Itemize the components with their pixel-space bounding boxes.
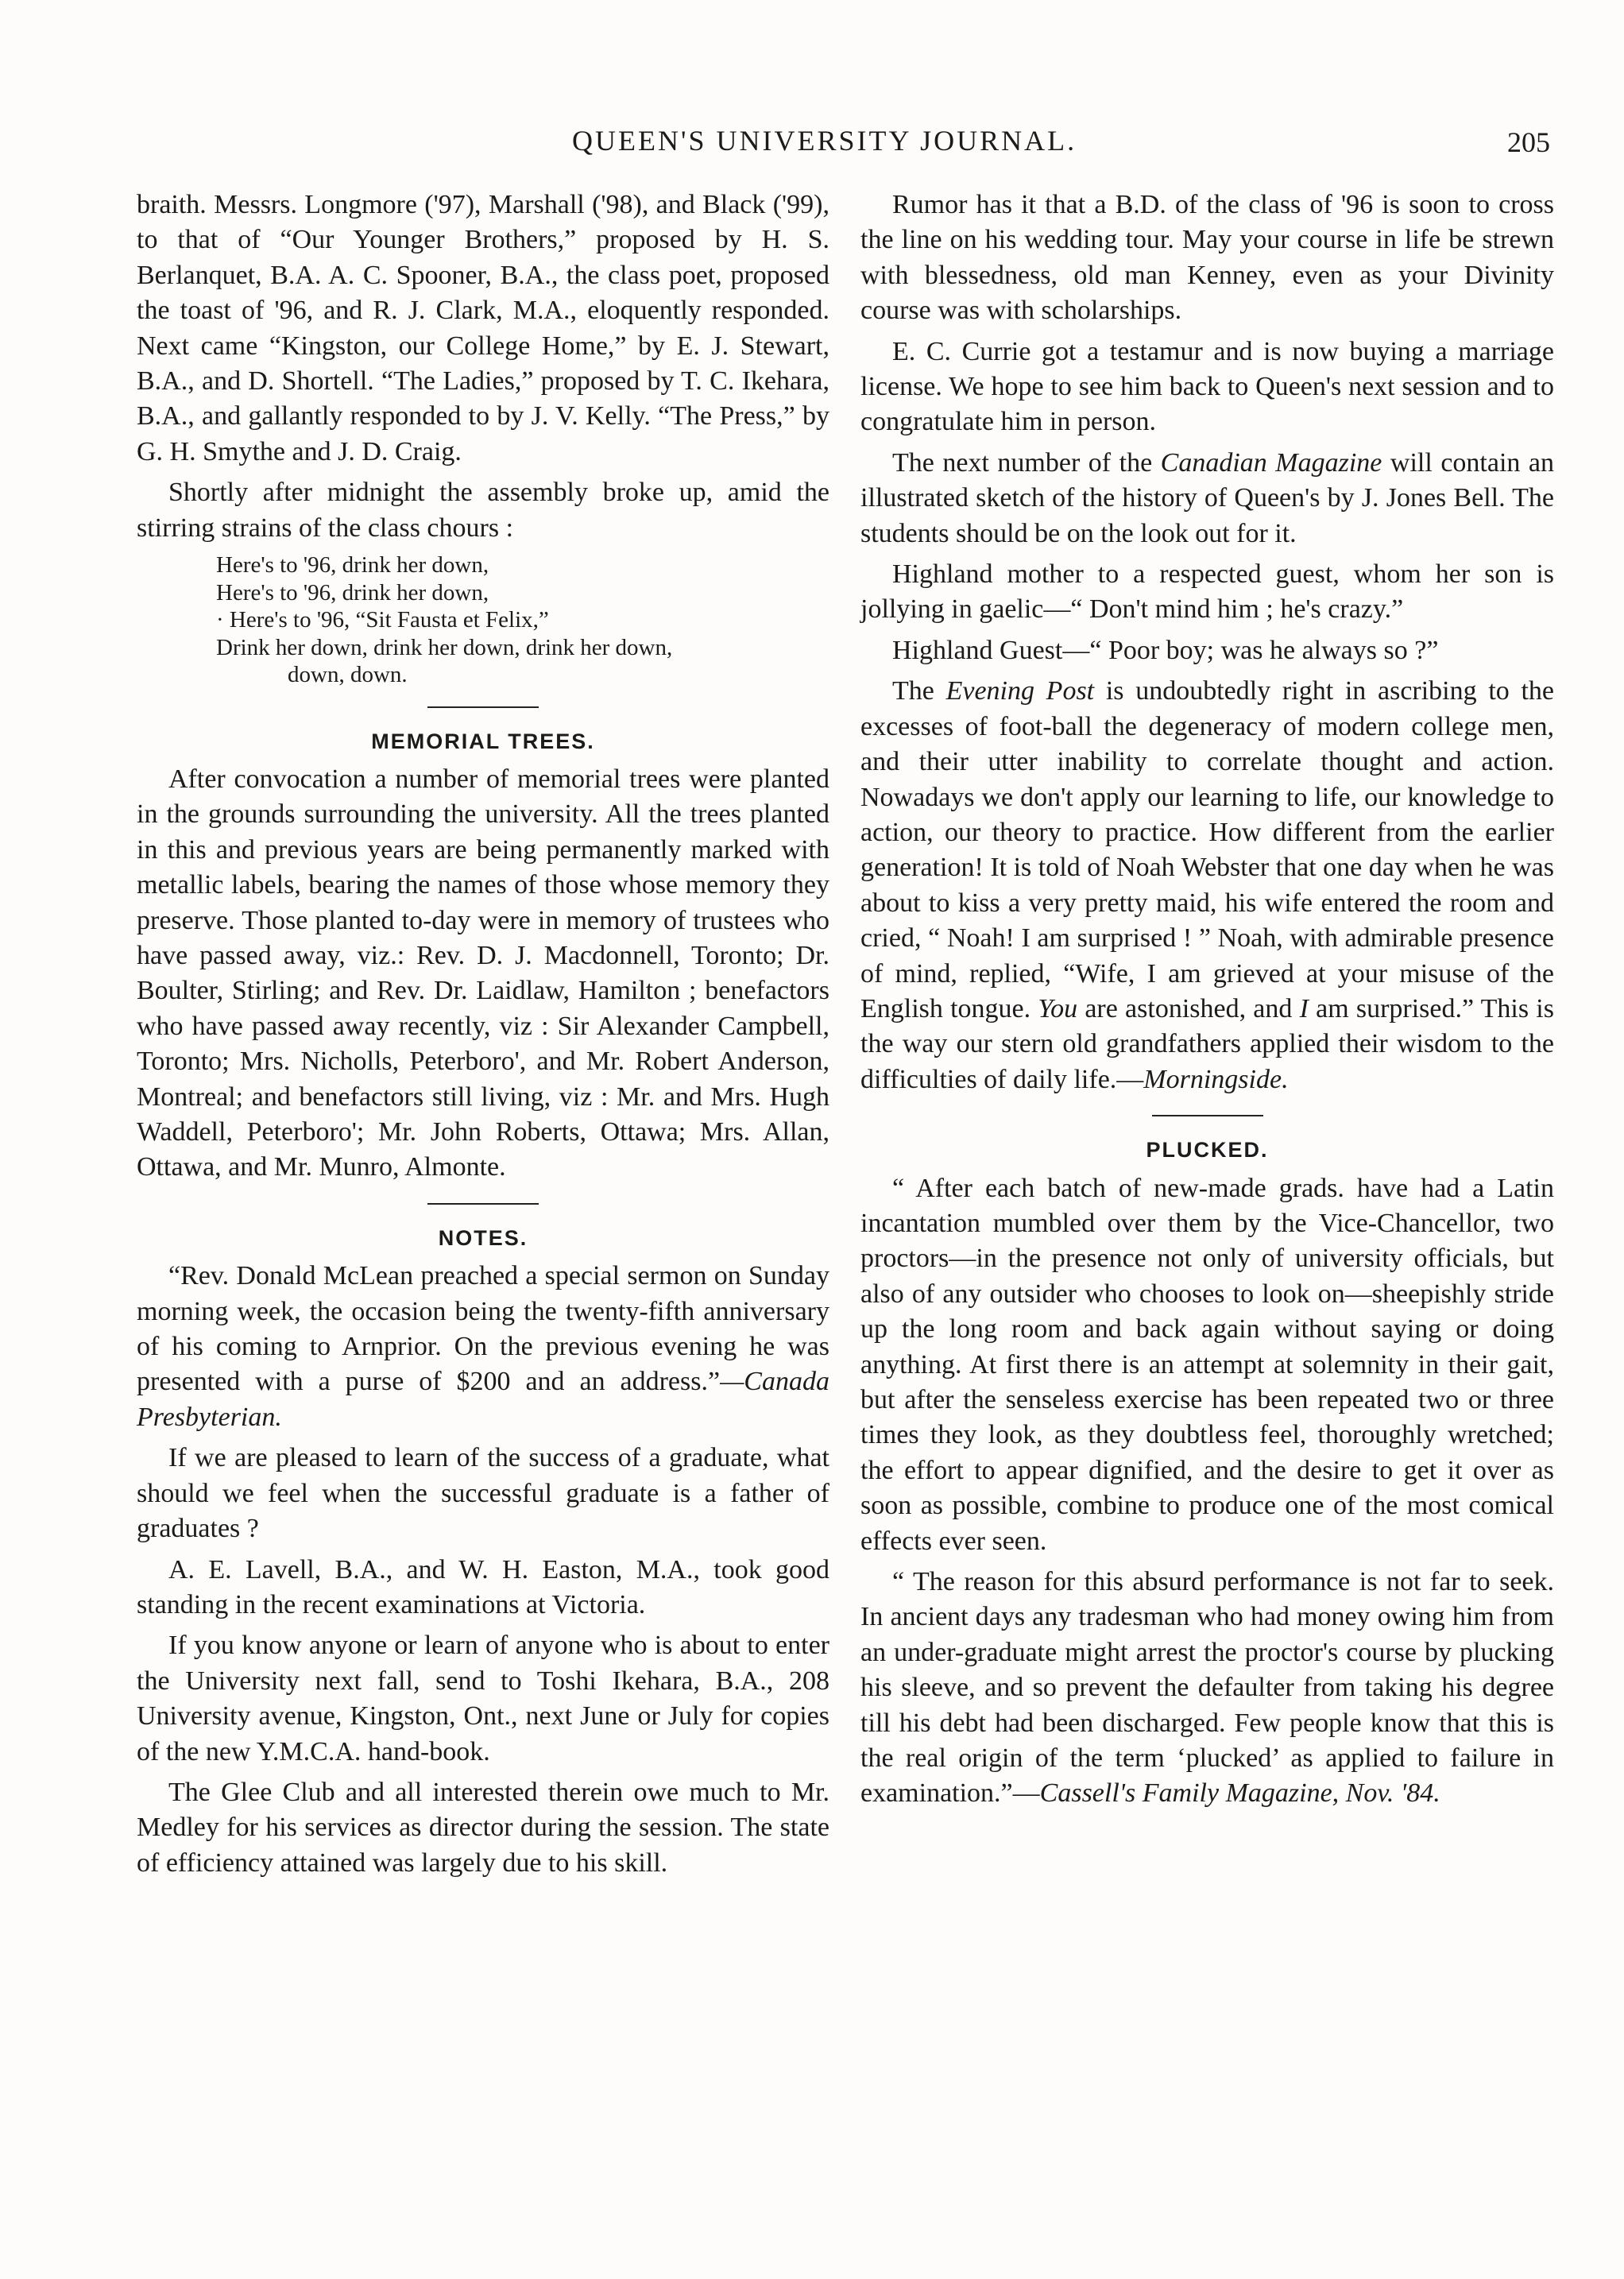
heading-memorial-trees: MEMORIAL TREES. — [371, 729, 595, 753]
running-title: QUEEN'S UNIVERSITY JOURNAL. — [572, 125, 1077, 157]
assembly-paragraph: Shortly after midnight the assembly broke up, amid the stirring strains of the class chours : — [137, 478, 829, 543]
verse-line: Drink her down, drink her down, drink her down, — [216, 634, 673, 660]
verse-line: down, down. — [288, 662, 408, 688]
verse-line: Here's to '96, drink her down, — [216, 579, 489, 606]
plucked-paragraph-2 — [860, 1565, 1554, 1812]
note-graduates: If we are pleased to learn of the success of a graduate, what should we feel when the successful graduate is a father of graduates ? — [137, 1443, 829, 1544]
note-text: are astonished, and — [1077, 993, 1300, 1023]
note-mclean — [137, 1259, 829, 1435]
heading-notes: NOTES. — [438, 1225, 528, 1250]
section-divider — [1152, 1115, 1263, 1116]
class-chorus-verse — [216, 551, 829, 689]
verse-line: Here's to '96, drink her down, — [216, 552, 489, 578]
plucked-paragraph-1: “ After each batch of new-made grads. have had a Latin incantation mumbled over them by the Vice-Chancellor, two proctors—in the presence not only of university officials, but also of any outsider who chooses to look on—sheepishly stride up the long room and back again without saying or doing anything. At first there is an attempt at solemnity in their gait, but after the senseless exercise has been repeated two or three times they look, as they doubtless feel, thoroughly wretched; the effort to appear dignified, and the desire to get it over as soon as possible, combine to produce one of the most comical effects ever seen. — [860, 1173, 1554, 1556]
note-citation: Morningside. — [1143, 1064, 1289, 1094]
note-text: will contain an illustrated sketch of the history of Queen's by J. Jones Bell. The students should be on the look out for it. — [860, 447, 1554, 548]
note-text: am surprised.” This is the way our stern old grandfathers applied their wisdom to the difficulties of daily life.— — [860, 993, 1554, 1094]
banquet-paragraph: braith. Messrs. Longmore ('97), Marshall ('98), and Black ('99), to that of “Our Younger Brothers,” proposed by H. S. Berlanquet, B.A. A. C. Spooner, B.A., the class poet, proposed the toast of '96, and R. J. Clark, M.A., eloquently responded. Next came “Kingston, our College Home,” by E. J. Stewart, B.A., and D. Shortell. “The Ladies,” proposed by T. C. Ikehara, B.A., and gallantly responded to by J. V. Kelly. “The Press,” by G. H. Smythe and J. D. Craig. — [137, 190, 829, 466]
note-text: The — [892, 676, 946, 706]
note-glee-club: The Glee Club and all interested therein owe much to Mr. Medley for his services as director during the session. The state of efficiency attained was largely due to his skill. — [137, 1777, 829, 1878]
left-column — [137, 188, 829, 1886]
magazine-title: Canadian Magazine — [1160, 447, 1382, 478]
newspaper-title: Evening Post — [945, 676, 1095, 706]
memorial-trees-paragraph: After convocation a number of memorial trees were planted in the grounds surrounding the university. All the trees planted in this and previous years are being permanently marked with metallic labels, bearing the names of those whose memory they preserve. Those planted to-day were in memory of trustees who have passed away, viz.: Rev. D. J. Macdonnell, Toronto; Dr. Boulter, Stirling; and Rev. Dr. Laidlaw, Hamilton ; benefactors who have passed away recently, viz : Sir Alexander Campbell, Toronto; Mrs. Nicholls, Peterboro', and Mr. Robert Anderson, Montreal; and benefactors still living, viz : Mr. and Mrs. Hugh Waddell, Peterboro'; Mr. John Roberts, Ottawa; Mrs. Allan, Ottawa, and Mr. Munro, Almonte. — [137, 764, 829, 1182]
note-text: “ The reason for this absurd performance is not far to seek. In ancient days any tradesman who had money owing him from an under-graduate might arrest the proctor's course by plucking his sleeve, and so prevent the defaulter from taking his degree till his debt had been discharged. Few people know that this is the real origin of the term ‘plucked’ as applied to failure in examination.”— — [860, 1567, 1554, 1809]
note-ymca: If you know anyone or learn of anyone who is about to enter the University next fall, send to Toshi Ikehara, B.A., 208 University avenue, Kingston, Ont., next June or July for copies of the new Y.M.C.A. hand-book. — [137, 1631, 829, 1766]
note-evening-post — [860, 674, 1554, 1097]
heading-plucked: PLUCKED. — [1146, 1138, 1269, 1163]
note-highland-guest: Highland Guest—“ Poor boy; was he always so ?” — [892, 635, 1439, 665]
note-text: is undoubtedly right in ascribing to the excesses of foot-ball the degeneracy of modern college men, and their utter inability to correlate thought and action. Nowadays we don't apply our learning to life, our knowledge to action, our theory to practice. How different from the earlier generation! It is told of Noah Webster that one day when he was about to kiss a very pretty maid, his wife entered the room and cried, “ Noah! I am surprised ! ” Noah, with admirable presence of mind, replied, “Wife, I am grieved at your misuse of the English tongue. — [860, 676, 1555, 1023]
page-number: 205 — [1507, 126, 1550, 158]
note-victoria: A. E. Lavell, B.A., and W. H. Easton, M.A., took good standing in the recent examinations at Victoria. — [137, 1554, 829, 1619]
verse-line: · Here's to '96, “Sit Fausta et Felix,” — [216, 607, 549, 633]
note-citation: Cassell's Family Magazine, Nov. '84. — [1039, 1778, 1440, 1809]
note-canadian-magazine — [860, 446, 1554, 551]
section-divider — [427, 706, 539, 708]
section-divider — [427, 1203, 539, 1205]
emphasis: You — [1038, 993, 1078, 1023]
note-currie: E. C. Currie got a testamur and is now buying a marriage license. We hope to see him back to Queen's next session and to congratulate him in person. — [860, 336, 1554, 437]
note-text: The next number of the — [892, 447, 1161, 478]
note-text: “Rev. Donald McLean preached a special sermon on Sunday morning week, the occasion being the twenty-fifth anniversary of his coming to Arnprior. On the previous evening he was presented with a purse of $200 and an address.” — [137, 1261, 829, 1397]
note-bd-wedding: Rumor has it that a B.D. of the class of '96 is soon to cross the line on his wedding tour. May your course in life be strewn with blessedness, old man Kenney, even as your Divinity course was with scholarships. — [860, 190, 1554, 326]
note-citation: —Canada Presbyterian. — [137, 1367, 829, 1432]
emphasis: I — [1299, 993, 1309, 1023]
note-highland-mother: Highland mother to a respected guest, whom her son is jollying in gaelic—“ Don't mind him ; he's crazy.” — [860, 559, 1554, 625]
right-column — [860, 188, 1554, 1817]
